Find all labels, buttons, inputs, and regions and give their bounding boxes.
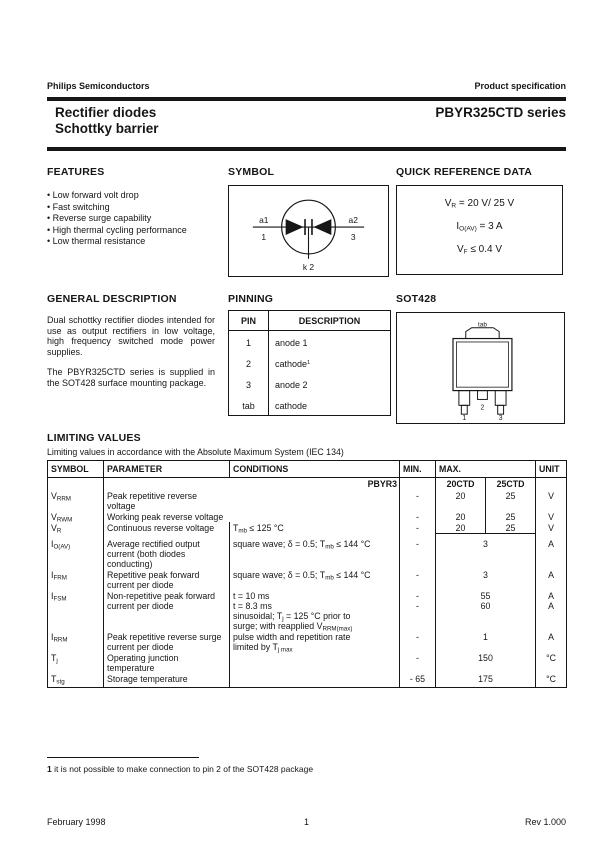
lv-min-value: -	[416, 491, 419, 501]
lv-unit-cell	[536, 490, 567, 511]
text-segment: I	[456, 221, 460, 232]
pin-description-cell	[269, 394, 391, 416]
pin-description-cell	[269, 373, 391, 394]
pinning-heading: PINNING	[228, 293, 274, 305]
pinning-section	[228, 293, 390, 416]
symbol-label-a1: a1	[259, 215, 269, 226]
qrd-line	[397, 244, 562, 255]
text-segment: = 20 V/ 25 V	[456, 198, 515, 209]
features-heading: FEATURES	[47, 166, 105, 178]
package-heading: SOT428	[396, 293, 437, 305]
text-segment: t = 10 ms	[233, 590, 270, 601]
gd-paragraph-1: Dual schottky rectifier diodes intended for use as output rectifiers in low voltage, high frequency switched mode power supplies.	[47, 315, 215, 357]
lv-parameter-cell: Continuous reverse voltage	[104, 522, 230, 534]
text-segment: R	[56, 527, 62, 535]
text-segment: anode 1	[275, 338, 308, 348]
pkg-label-pin2: 2	[480, 404, 485, 412]
text-segment: V	[456, 244, 464, 255]
lv-min-value: -	[416, 569, 419, 580]
pinning-header-row	[229, 311, 391, 331]
text-segment: V	[51, 523, 57, 533]
masthead	[47, 81, 566, 91]
text-segment: j	[282, 614, 284, 622]
lv-symbol-cell	[48, 534, 104, 569]
lv-parameter-cell: Storage temperature	[104, 673, 230, 688]
lv-conditions-cell	[230, 511, 400, 522]
pkg-label-pin1: 1	[462, 415, 467, 423]
lv-max-cell	[436, 534, 536, 569]
pkg-label-tab: tab	[478, 321, 487, 329]
pin-number-cell: tab	[242, 401, 255, 411]
footer-revision: Rev 1.000	[524, 817, 566, 827]
lv-symbol-cell	[48, 511, 104, 522]
lv-row	[48, 511, 567, 522]
qrd-heading: QUICK REFERENCE DATA	[396, 166, 533, 178]
lv-row	[48, 673, 567, 688]
lv-row	[48, 490, 567, 511]
lv-min-cell	[400, 522, 436, 534]
limiting-subtitle: Limiting values in accordance with the Absolute Maximum System (IEC 134)	[47, 447, 344, 457]
text-segment: square wave; δ = 0.5; T	[233, 538, 326, 549]
lv-col-max: MAX.	[436, 461, 536, 478]
title-block	[47, 105, 566, 136]
text-segment: O(AV)	[53, 542, 71, 550]
lv-col-parameter: PARAMETER	[104, 461, 230, 478]
lv-min-cell	[400, 490, 436, 511]
text-segment: F	[463, 248, 468, 256]
lv-unit-cell	[536, 534, 567, 569]
text-segment: t = 8.3 ms	[233, 600, 272, 611]
text-segment: sinusoidal; T	[233, 610, 283, 621]
sot428-package-figure	[397, 313, 564, 423]
lv-conditions-cell	[230, 652, 400, 673]
pin-number-cell: 3	[245, 380, 251, 390]
footnote-marker: 1	[47, 764, 52, 775]
lv-max-25ctd-cell: 25	[486, 511, 536, 522]
lv-min-cell	[400, 511, 436, 522]
spec-type-label: Product specification	[474, 81, 566, 91]
lv-symbol-cell	[48, 652, 104, 673]
lv-max-value: 3	[483, 569, 488, 580]
product-title-line1: Rectifier diodes	[55, 105, 157, 120]
text-segment: mb	[325, 542, 334, 550]
lv-symbol-cell	[48, 631, 104, 652]
lv-max-value: 3	[483, 539, 488, 549]
lv-unit-cell	[536, 631, 567, 652]
symbol-label-a2: a2	[348, 215, 358, 226]
lv-symbol-cell	[48, 569, 104, 590]
symbol-label-pin3: 3	[350, 231, 356, 242]
text-segment: T	[233, 523, 239, 533]
text-segment: mb	[238, 527, 247, 535]
lv-unit-cell	[536, 652, 567, 673]
lv-condition-line	[233, 642, 396, 652]
lv-parameter-cell: Peak repetitive reverse surge current per diode	[104, 631, 230, 652]
text-segment: I	[51, 569, 54, 580]
lv-condition-line	[233, 539, 396, 549]
text-segment: RRM(max)	[322, 624, 353, 632]
lv-unit-value: V	[548, 491, 554, 501]
text-segment: surge; with reapplied V	[233, 620, 323, 631]
lv-max-value: 175	[478, 673, 493, 684]
dual-diode-symbol-figure	[229, 186, 388, 276]
lv-condition-line	[233, 621, 396, 631]
text-segment: ≤ 0.4 V	[467, 244, 503, 255]
lv-subheader-empty	[48, 478, 104, 491]
pinning-row	[229, 373, 391, 394]
lv-row	[48, 590, 567, 631]
features-list	[47, 190, 223, 248]
lv-unit-value: A	[548, 569, 554, 580]
lv-condition-line	[233, 611, 396, 621]
limiting-values-section	[47, 432, 567, 688]
text-segment: j max	[277, 645, 293, 653]
text-segment: V	[51, 491, 57, 501]
lv-max-value: 150	[478, 652, 493, 663]
lv-min-cell	[400, 652, 436, 673]
text-segment: T	[51, 652, 57, 663]
lv-unit-cell	[536, 522, 567, 534]
qrd-box	[396, 185, 563, 275]
lv-unit-value: A	[548, 631, 554, 642]
lv-max-value: 1	[483, 631, 488, 642]
gd-heading: GENERAL DESCRIPTION	[47, 293, 177, 305]
pinning-row	[229, 331, 391, 353]
qrd-line	[397, 221, 562, 232]
lv-unit-value: A	[548, 538, 554, 549]
text-segment: cathode	[275, 401, 308, 411]
lv-row	[48, 534, 567, 569]
lv-symbol-cell	[48, 490, 104, 511]
pin-description-cell	[269, 352, 391, 373]
text-segment: I	[51, 631, 54, 642]
lv-max-20ctd-cell: 20	[436, 522, 486, 534]
text-segment: T	[51, 673, 57, 684]
lv-min-value: -	[416, 523, 419, 533]
lv-condition-line	[233, 523, 396, 533]
lv-min-value: -	[416, 538, 419, 549]
lv-col-symbol: SYMBOL	[48, 461, 104, 478]
footer-page-number: 1	[303, 817, 309, 827]
lv-max-cell	[436, 673, 536, 688]
lv-min-cell	[400, 569, 436, 590]
lv-conditions-cell	[230, 490, 400, 511]
quick-reference-section	[396, 166, 566, 275]
lv-condition-line	[233, 632, 396, 642]
masthead-rule-top	[47, 97, 566, 101]
pin-description-cell	[269, 331, 391, 353]
text-segment: ≤ 125 °C	[246, 523, 284, 533]
footnote-rule	[47, 757, 199, 758]
lv-max-20ctd-cell: 20	[436, 490, 486, 511]
text-segment: mb	[325, 573, 334, 581]
lv-parameter-cell: Non-repetitive peak forward current per diode	[104, 590, 230, 631]
text-segment: R	[451, 202, 457, 210]
series-name: PBYR325CTD series	[435, 105, 566, 120]
product-title-line2: Schottky barrier	[55, 120, 159, 136]
footnote-body: it is not possible to make connection to pin 2 of the SOT428 package	[54, 764, 314, 775]
product-title	[47, 105, 159, 136]
text-segment: RWM	[56, 516, 73, 524]
lv-conditions-cell	[230, 590, 400, 631]
lv-unit-cell	[536, 673, 567, 688]
lv-unit-value: °C	[546, 673, 556, 684]
diode-left-icon	[286, 219, 304, 235]
lv-min-value: -	[416, 512, 419, 522]
lv-parameter-cell: Peak repetitive reverse voltage	[104, 490, 230, 511]
lv-unit-value: A	[548, 600, 554, 611]
feature-item: • Reverse surge capability	[47, 213, 223, 225]
symbol-box	[228, 185, 389, 277]
lv-unit-value: A	[548, 590, 554, 601]
lv-condition-line	[233, 601, 396, 611]
text-segment: I	[51, 590, 54, 601]
lv-parameter-cell: Operating junction temperature	[104, 652, 230, 673]
lv-max-cell	[436, 590, 536, 631]
lv-condition-line	[233, 570, 396, 580]
text-segment: stg	[56, 677, 65, 685]
lv-col-unit: UNIT	[536, 461, 567, 478]
text-segment: j	[56, 656, 58, 664]
lv-subheader-empty	[536, 478, 567, 491]
pin-number-cell: 2	[245, 359, 251, 369]
lv-unit-value: °C	[546, 652, 556, 663]
lv-parameter-cell: Working peak reverse voltage	[104, 511, 230, 522]
lv-symbol-cell	[48, 522, 104, 534]
lv-min-cell	[400, 631, 436, 652]
lv-conditions-cell	[230, 631, 400, 652]
pinning-col-description: DESCRIPTION	[269, 311, 391, 331]
text-segment: cathode	[275, 359, 308, 369]
lv-variant-25ctd: 25CTD	[486, 478, 536, 491]
vendor-name: Philips Semiconductors	[47, 81, 150, 91]
lv-min-cell	[400, 590, 436, 631]
general-description-section	[47, 293, 215, 399]
lv-row	[48, 569, 567, 590]
text-segment: square wave; δ = 0.5; T	[233, 569, 326, 580]
lv-header-row	[48, 461, 567, 478]
pinning-table	[228, 310, 391, 416]
diode-right-icon	[313, 219, 331, 235]
feature-item: • High thermal cycling performance	[47, 225, 223, 237]
lv-conditions-cell	[230, 522, 400, 534]
lv-variant-20ctd: 20CTD	[436, 478, 486, 491]
lv-min-value: - 65	[409, 673, 426, 684]
lv-col-min: MIN.	[400, 461, 436, 478]
lv-series-prefix: PBYR3	[367, 479, 397, 489]
footnote-text	[47, 764, 566, 774]
symbol-section	[228, 166, 390, 277]
package-section	[396, 293, 566, 424]
lv-subheader-empty	[104, 478, 230, 491]
lv-conditions-cell	[230, 569, 400, 590]
pinning-row	[229, 352, 391, 373]
lv-min-value: -	[416, 600, 419, 611]
text-segment: anode 2	[275, 380, 308, 390]
text-segment: 1	[307, 360, 311, 367]
lv-subheader-empty	[400, 478, 436, 491]
lv-unit-cell	[536, 511, 567, 522]
lv-max-25ctd-cell: 25	[486, 490, 536, 511]
lv-row	[48, 631, 567, 652]
lv-max-20ctd-cell: 20	[436, 511, 486, 522]
text-segment: V	[444, 198, 452, 209]
lv-max-value: 55	[480, 590, 491, 601]
text-segment: FRM	[53, 573, 67, 581]
lv-unit-value: V	[548, 512, 554, 522]
features-section	[47, 166, 223, 248]
lv-row	[48, 652, 567, 673]
pkg-label-pin3: 3	[498, 415, 503, 423]
lv-min-value: -	[416, 652, 419, 663]
text-segment: pulse width and repetition rate	[233, 631, 351, 642]
text-segment: FSM	[53, 594, 67, 602]
symbol-label-pin1: 1	[261, 231, 267, 242]
package-box	[396, 312, 565, 424]
text-segment: V	[51, 512, 57, 522]
lv-parameter-cell: Repetitive peak forward current per diode	[104, 569, 230, 590]
text-segment: I	[51, 538, 54, 549]
lv-min-cell	[400, 673, 436, 688]
lv-parameter-cell: Average rectified output current (both diodes conducting)	[104, 534, 230, 569]
feature-item: • Low forward volt drop	[47, 190, 223, 202]
lv-unit-value: V	[548, 523, 554, 533]
lv-subheader-row	[48, 478, 567, 491]
symbol-label-k2: k 2	[302, 261, 315, 272]
lv-row	[48, 522, 567, 534]
text-segment: limited by T	[233, 641, 278, 652]
pinning-col-pin: PIN	[229, 311, 269, 331]
lv-min-cell	[400, 534, 436, 569]
lv-max-cell	[436, 631, 536, 652]
lv-symbol-cell	[48, 673, 104, 688]
gd-paragraph-2: The PBYR325CTD series is supplied in the SOT428 surface mounting package.	[47, 367, 215, 388]
lv-unit-cell	[536, 569, 567, 590]
pinning-row	[229, 394, 391, 416]
limiting-values-table	[47, 460, 567, 688]
lv-conditions-cell	[230, 534, 400, 569]
feature-item: • Low thermal resistance	[47, 236, 223, 248]
lv-symbol-cell	[48, 590, 104, 631]
text-segment: O(AV)	[459, 225, 477, 233]
lv-unit-cell	[536, 590, 567, 631]
lv-conditions-cell	[230, 673, 400, 688]
lv-condition-line	[233, 591, 396, 601]
masthead-rule-bottom	[47, 147, 566, 151]
lv-max-25ctd-cell: 25	[486, 522, 536, 534]
lv-max-cell	[436, 569, 536, 590]
limiting-heading: LIMITING VALUES	[47, 432, 141, 444]
qrd-line	[397, 198, 562, 209]
feature-item: • Fast switching	[47, 202, 223, 214]
lv-col-conditions: CONDITIONS	[230, 461, 400, 478]
footnote	[47, 757, 566, 774]
text-segment: ≤ 144 °C	[333, 569, 371, 580]
pin-number-cell: 1	[245, 338, 251, 348]
text-segment: ≤ 144 °C	[333, 538, 371, 549]
text-segment: RRM	[53, 635, 68, 643]
lv-min-value: -	[416, 590, 419, 601]
text-segment: = 3 A	[476, 221, 503, 232]
footer-date: February 1998	[47, 817, 106, 827]
text-segment: = 125 °C prior to	[283, 610, 351, 621]
symbol-heading: SYMBOL	[228, 166, 275, 178]
lv-max-cell	[436, 652, 536, 673]
page-footer	[47, 817, 566, 827]
lv-min-value: -	[416, 631, 419, 642]
lv-max-value: 60	[480, 600, 491, 611]
text-segment: RRM	[56, 495, 71, 503]
